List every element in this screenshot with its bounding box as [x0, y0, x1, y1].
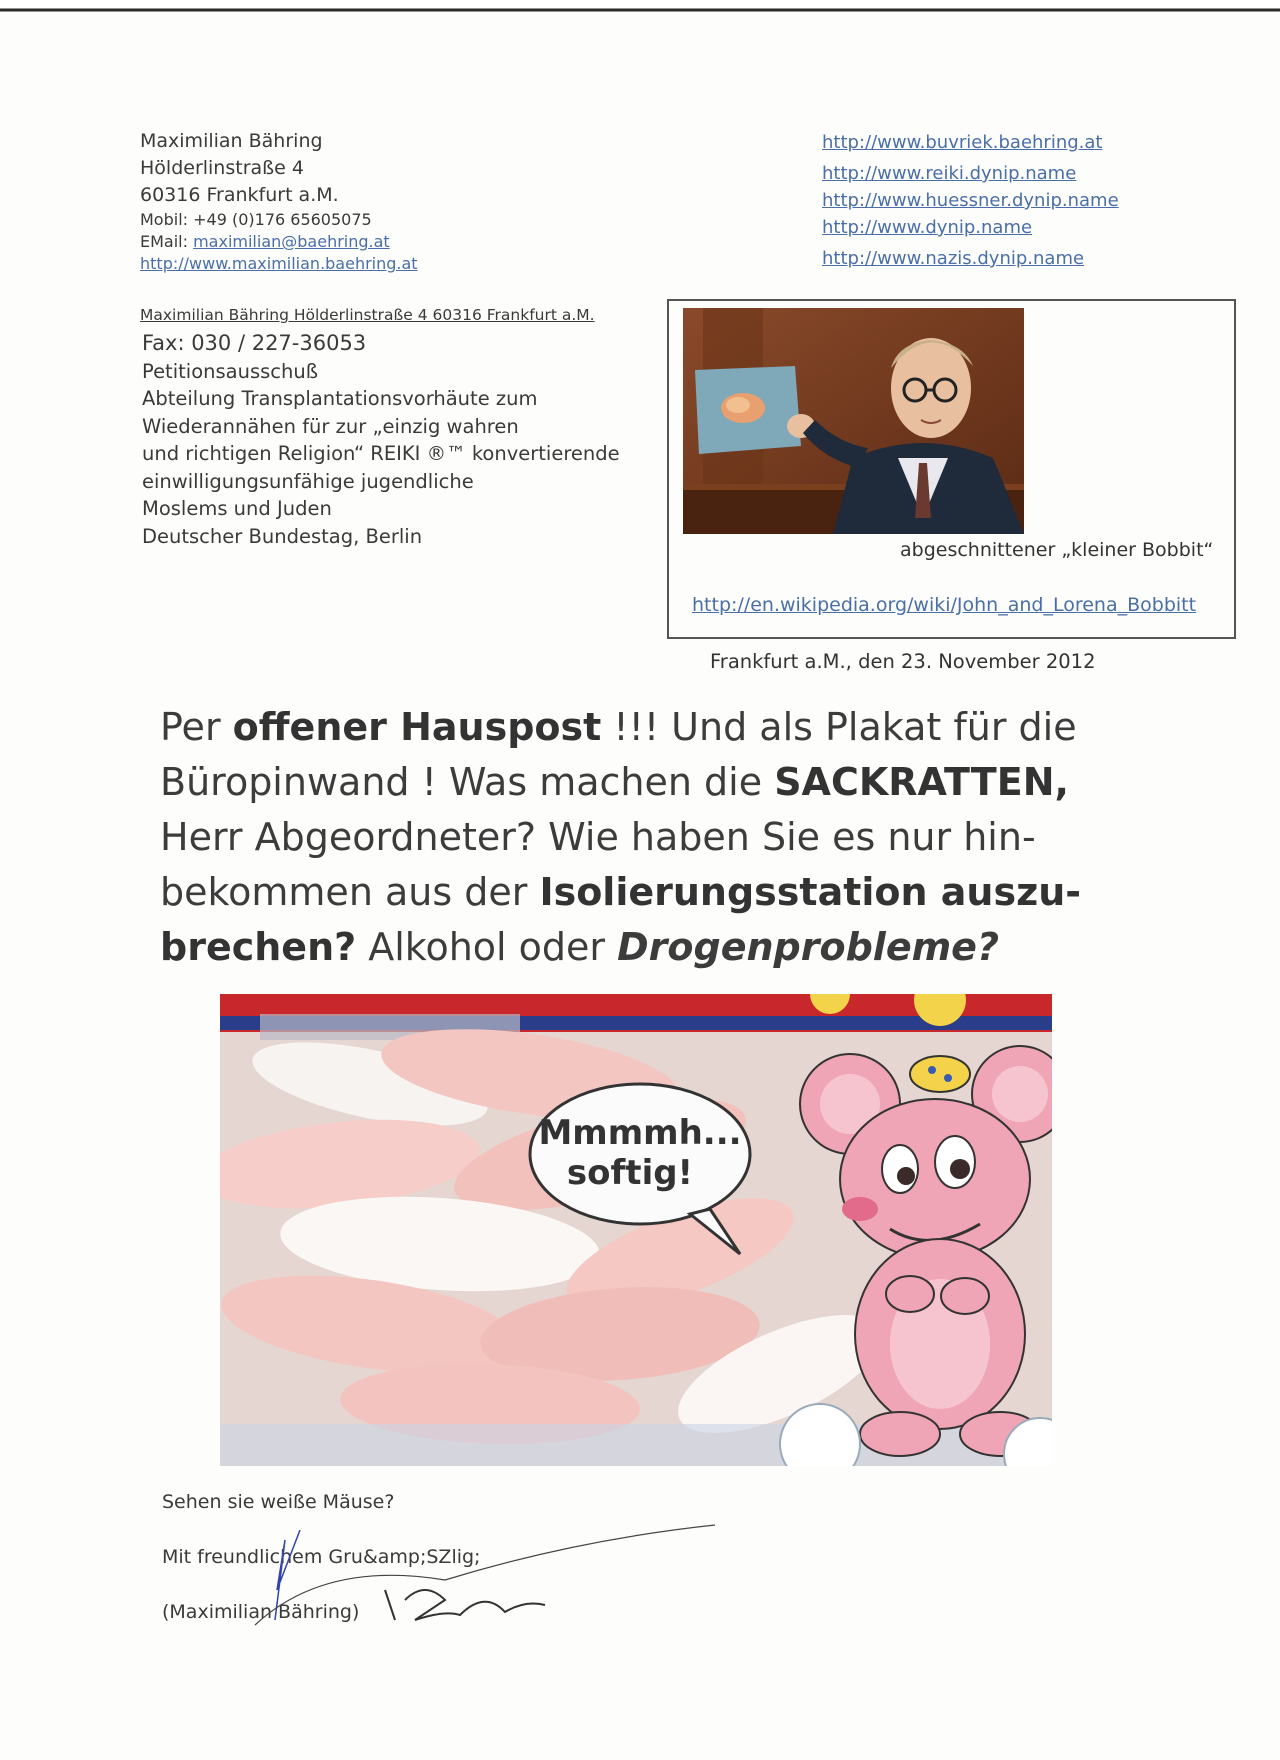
sender-street: Hölderlinstraße 4	[140, 157, 304, 179]
link-nazis[interactable]: http://www.nazis.dynip.name	[822, 248, 1085, 269]
recipient-block	[142, 330, 620, 550]
recipient-line: einwilligungsunfähige jugendliche	[142, 469, 474, 493]
speech-bubble-line-2: softig!	[566, 1153, 694, 1193]
link-dynip[interactable]: http://www.dynip.name	[822, 217, 1033, 238]
website-link-list	[822, 130, 1119, 273]
closing-greeting: Mit freundlichem Gru&amp;SZlig;	[162, 1546, 481, 1568]
recipient-line: Abteilung Transplantationsvorhäute zum	[142, 387, 538, 410]
link-huessner[interactable]: http://www.huessner.dynip.name	[822, 190, 1119, 211]
recipient-fax: Fax: 030 / 227-36053	[142, 331, 367, 355]
headline-text: !!! Und als Plakat für die Büropinwand ! Was machen die	[160, 705, 1077, 804]
handwritten-signature	[245, 1520, 725, 1640]
return-address-line: Maximilian Bähring Hölderlinstraße 4 60316 Frankfurt a.M.	[140, 306, 595, 324]
sender-email-link[interactable]: maximilian@baehring.at	[193, 232, 390, 251]
letter-date: Frankfurt a.M., den 23. November 2012	[710, 650, 1096, 673]
sender-website-link[interactable]: http://www.maximilian.baehring.at	[140, 254, 418, 273]
headline-text: Herr Abgeordneter? Wie haben Sie es nur hin-bekommen aus der	[160, 815, 1036, 914]
headline-emphasis: offener Hauspost	[232, 705, 602, 749]
link-reiki[interactable]: http://www.reiki.dynip.name	[822, 163, 1077, 184]
recipient-line: Wiederannähen für zur „einzig wahren	[142, 414, 519, 438]
sender-email-row	[140, 231, 418, 253]
headline-emphasis: SACKRATTEN,	[774, 760, 1069, 804]
signature-name: (Maximilian Bähring)	[162, 1601, 360, 1623]
scan-top-edge	[0, 0, 1280, 14]
sender-city: 60316 Frankfurt a.M.	[140, 184, 339, 206]
sender-email-label: EMail:	[140, 232, 188, 251]
courtroom-photo	[683, 308, 1024, 534]
headline	[160, 700, 1150, 975]
photo-caption: abgeschnittener „kleiner Bobbit“	[900, 539, 1214, 561]
closing-question: Sehen sie weiße Mäuse?	[162, 1491, 395, 1513]
headline-text: Alkohol oder	[356, 925, 618, 969]
link-buvriek[interactable]: http://www.buvriek.baehring.at	[822, 132, 1103, 153]
sender-mobile: Mobil: +49 (0)176 65605075	[140, 210, 372, 229]
speech-bubble-line-1: Mmmmh...	[538, 1113, 742, 1153]
headline-emphasis: Isolierungsstation auszu-brechen?	[160, 870, 1082, 969]
recipient-line: Deutscher Bundestag, Berlin	[142, 524, 423, 548]
wikipedia-link-row	[692, 594, 1196, 616]
recipient-line: Petitionsausschuß	[142, 359, 318, 383]
sender-block	[140, 128, 418, 275]
recipient-line: und richtigen Religion“ REIKI ®™ konvertierende	[142, 442, 620, 465]
headline-emphasis-italic: Drogenprobleme?	[617, 925, 999, 969]
sender-website-row	[140, 253, 418, 275]
recipient-line: Moslems und Juden	[142, 497, 332, 520]
wikipedia-link[interactable]: http://en.wikipedia.org/wiki/John_and_Lorena_Bobbitt	[692, 594, 1197, 616]
sender-name: Maximilian Bähring	[140, 130, 323, 152]
candy-mice-image	[220, 994, 1052, 1466]
headline-text: Per	[160, 705, 233, 749]
